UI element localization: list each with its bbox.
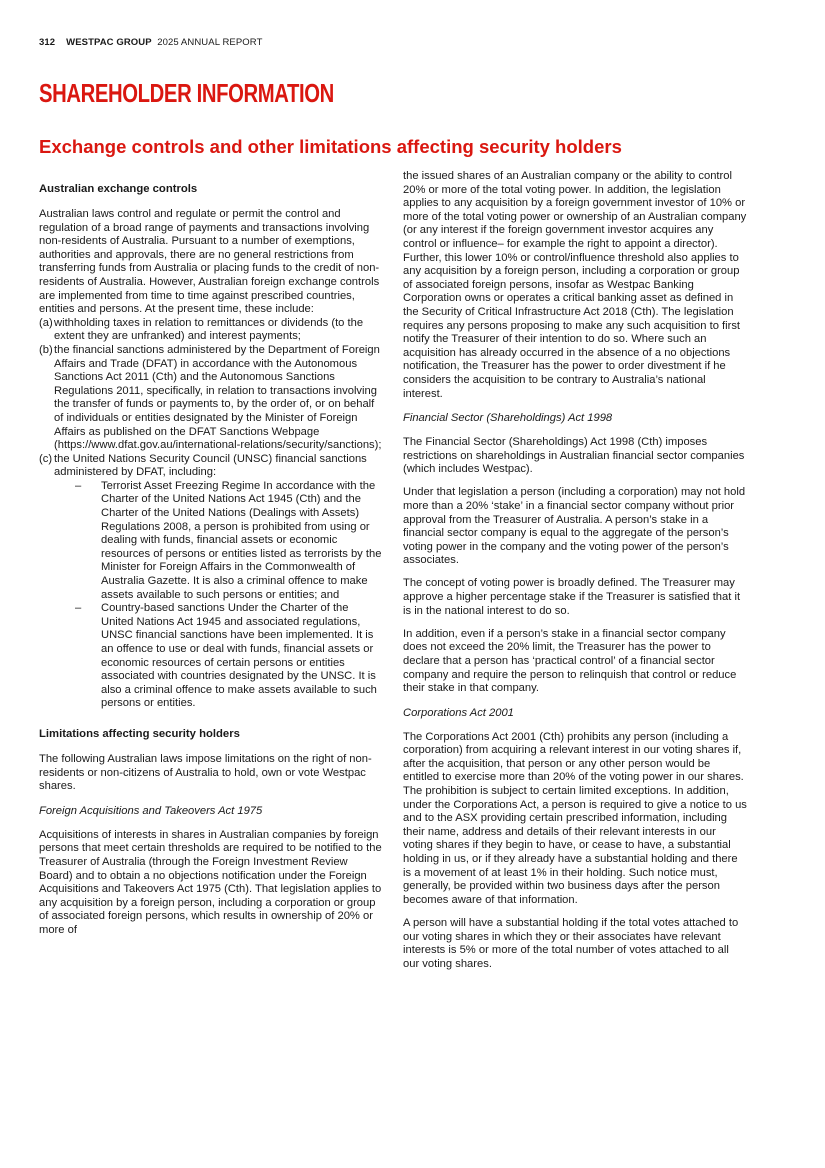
paragraph-financial-sector-1: The Financial Sector (Shareholdings) Act 1998 (Cth) imposes restrictions on shareholdings in Australian financial sector companies (which includes Westpac). [403, 436, 745, 476]
list-item-text: withholding taxes in relation to remittances or dividends (to the extent they are unfranked) and interest payments; [54, 316, 364, 343]
report-name: 2025 ANNUAL REPORT [157, 37, 263, 48]
paragraph-foreign-acquisitions-continued: the issued shares of an Australian company or the ability to control 20% or more of the total voting power. In addition, the legislation applies to any acquisition by a foreign government investor of 10% or more of the total voting power or ownership of an Australian company (or any interest if the foreign government investor acquires any control or influence– for example the right to appoint a director). Further, this lower 10% or control/influence threshold also applies to any acquisition by a foreign person, including a corporation or group of associated foreign persons, insofar as Westpac Banking Corporation owns or operates a critical banking asset as defined in the Security of Critical Infrastructure Act 2018 (Cth). The legislation requires any persons proposing to make any such acquisition to first notify the Treasurer of their intention to do so. Where such an acquisition has already occurred in the absence of a no objections notification, the Treasurer has the power to order divestment if he considers the acquisition to be contrary to Australia’s national interest. [403, 170, 747, 400]
dash-marker: – [75, 479, 82, 492]
heading-limitations: Limitations affecting security holders [39, 727, 240, 740]
unsc-sanctions-sublist [54, 480, 383, 711]
sublist-item-text: Country-based sanctions Under the Charter of the United Nations Act 1945 and associated regulations, UNSC financial sanctions have been implemented. It is an offence to use or deal with funds, financial assets or economic resources of certain persons or entities associated with countries designated by the UNSC. It is also a criminal offence to make assets available to such persons or entities. [101, 602, 377, 710]
paragraph-exchange-controls: Australian laws control and regulate or permit the control and regulation of a broad range of payments and transactions involving non-residents of Australia. Pursuant to a number of exemptions, authorities and approvals, there are no general restrictions from transferring funds from Australia or placing funds to the credit of non-residents of Australia. However, Australian foreign exchange controls are implemented from time to time against prescribed countries, entities and persons. At the present time, these include: [39, 208, 380, 316]
heading-foreign-acquisitions-act: Foreign Acquisitions and Takeovers Act 1975 [39, 804, 263, 817]
dash-marker: – [75, 602, 82, 615]
paragraph-financial-sector-4: In addition, even if a person’s stake in a financial sector company does not exceed the 20% limit, the Treasurer has the power to declare that a person has ‘practical control’ of a financial sector company and require the person to relinquish that control or reduce their stake in that company. [403, 627, 737, 695]
heading-financial-sector-act: Financial Sector (Shareholdings) Act 1998 [403, 412, 613, 425]
sublist-item-text: Terrorist Asset Freezing Regime In accordance with the Charter of the United Nations Act 1945 (Cth) and the Charter of the United Nations (Dealings with Assets) Regulations 2008, a person is prohibited from using or dealing with funds, financial assets or economic resources of persons or entities listed as terrorists by the Minister for Foreign Affairs in the Commonwealth of Australia Gazette. It is also a criminal offence to make assets available to such persons or entities; and [101, 479, 382, 601]
list-item-text: the financial sanctions administered by the Department of Foreign Affairs and Trade (DFAT) in accordance with the Autonomous Sanctions Act 2011 (Cth) and the Autonomous Sanctions Regulations 2011, specifically, in relation to transactions involving the transfer of funds or payments to, by the order of, or on behalf of individuals or entities designated by the Minister of Foreign Affairs as published on the DFAT Sanctions Webpage (https://www.dfat.gov.au/international-relations/security/sanctions); [54, 343, 382, 452]
paragraph-financial-sector-3: The concept of voting power is broadly defined. The Treasurer may approve a higher percentage stake if the Treasurer is satisfied that it is in the national interest to do so. [403, 577, 741, 617]
page-subtitle: Exchange controls and other limitations affecting security holders [39, 136, 622, 157]
paragraph-foreign-acquisitions: Acquisitions of interests in shares in Australian companies by foreign persons that meet certain thresholds are required to be notified to the Treasurer of Australia (through the Foreign Investment Review Board) and to obtain a no objections notification under the Foreign Acquisitions and Takeovers Act 1975 (Cth). That legislation applies to any acquisition by a foreign person, including a corporation or group of associated foreign persons, which results in ownership of 20% or more of [39, 828, 382, 936]
list-item-text: the United Nations Security Council (UNSC) financial sanctions administered by DFAT, including: [54, 452, 367, 479]
list-item [39, 344, 383, 453]
list-marker: (b) [39, 343, 53, 356]
paragraph-financial-sector-2: Under that legislation a person (including a corporation) may not hold more than a 20% ‘stake’ in a financial sector company without prior approval from the Treasurer of Australia. A person’s stake in a financial sector company is equal to the aggregate of the person’s voting power in the company and the voting power of the person’s associates. [403, 486, 746, 567]
paragraph-corporations-2: A person will have a substantial holding if the total votes attached to our voting shares in which they or their associates have relevant interests is 5% or more of the total number of votes attached to all our voting shares. [403, 916, 739, 970]
heading-corporations-act: Corporations Act 2001 [403, 706, 514, 719]
right-column [403, 170, 748, 981]
exchange-controls-list [39, 317, 383, 711]
list-marker: (a) [39, 316, 53, 329]
paragraph-limitations: The following Australian laws impose limitations on the right of non-residents or non-citizens of Australia to hold, own or vote Westpac shares. [39, 752, 372, 793]
list-item [39, 453, 383, 711]
sublist-item [54, 602, 383, 711]
page-number: 312 [39, 37, 56, 48]
sublist-item [54, 480, 383, 602]
brand-name: WESTPAC GROUP [66, 37, 152, 48]
page-header [39, 37, 262, 48]
section-title: SHAREHOLDER INFORMATION [39, 78, 334, 108]
left-column [39, 174, 383, 947]
list-item [39, 317, 383, 344]
paragraph-corporations-1: The Corporations Act 2001 (Cth) prohibits any person (including a corporation) from acquiring a relevant interest in our voting shares if, after the acquisition, that person or any other person would be entitled to exercise more than 20% of the voting power in our shares. The prohibition is subject to certain limited exceptions. In addition, under the Corporations Act, a person is required to give a notice to us and to the ASX providing certain prescribed information, including their name, address and details of their relevant interests in our voting shares if they begin to have, or cease to have, a substantial holding in us, or if they already have a substantial holding and there is a movement of at least 1% in their holding. Such notice must, generally, be provided within two business days after the person becomes aware of that information. [403, 730, 747, 906]
heading-exchange-controls: Australian exchange controls [39, 183, 198, 195]
list-marker: (c) [39, 452, 53, 465]
